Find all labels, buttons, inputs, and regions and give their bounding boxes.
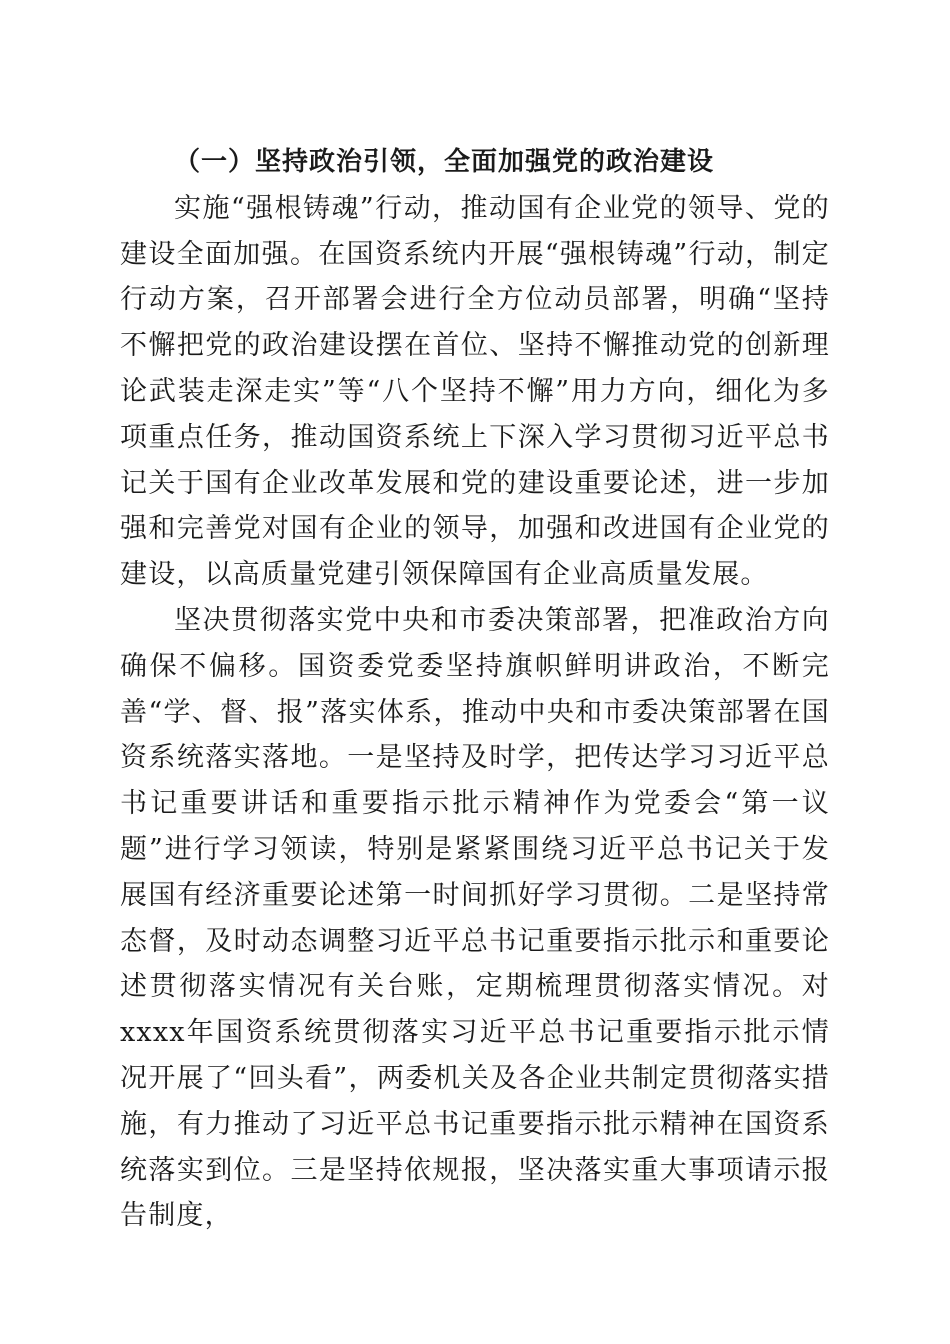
document-body — [120, 140, 830, 1239]
paragraph-1: 实施“强根铸魂”行动，推动国有企业党的领导、党的建设全面加强。在国资系统内开展“强根铸魂”行动，制定行动方案，召开部署会进行全方位动员部署，明确“坚持不懈把党的政治建设摆在首位、坚持不懈推动党的创新理论武装走深走实”等“八个坚持不懈”用力方向，细化为多项重点任务，推动国资系统上下深入学习贯彻习近平总书记关于国有企业改革发展和党的建设重要论述，进一步加强和完善党对国有企业的领导，加强和改进国有企业党的建设，以高质量党建引领保障国有企业高质量发展。 — [120, 192, 830, 591]
paragraph-2: 坚决贯彻落实党中央和市委决策部署，把准政治方向确保不偏移。国资委党委坚持旗帜鲜明讲政治，不断完善“学、督、报”落实体系，推动中央和市委决策部署在国资系统落实落地。一是坚持及时学，把传达学习习近平总书记重要讲话和重要指示批示精神作为党委会“第一议题”进行学习领读，特别是紧紧围绕习近平总书记关于发展国有经济重要论述第一时间抓好学习贯彻。二是坚持常态督，及时动态调整习近平总书记重要指示批示和重要论述贯彻落实情况有关台账，定期梳理贯彻落实情况。对xxxx年国资系统贯彻落实习近平总书记重要指示批示情况开展了“回头看”，两委机关及各企业共制定贯彻落实措施，有力推动了习近平总书记重要指示批示精神在国资系统落实到位。三是坚持依规报，坚决落实重大事项请示报告制度， — [120, 604, 830, 1232]
section-heading: （一）坚持政治引领，全面加强党的政治建设 — [174, 147, 715, 177]
